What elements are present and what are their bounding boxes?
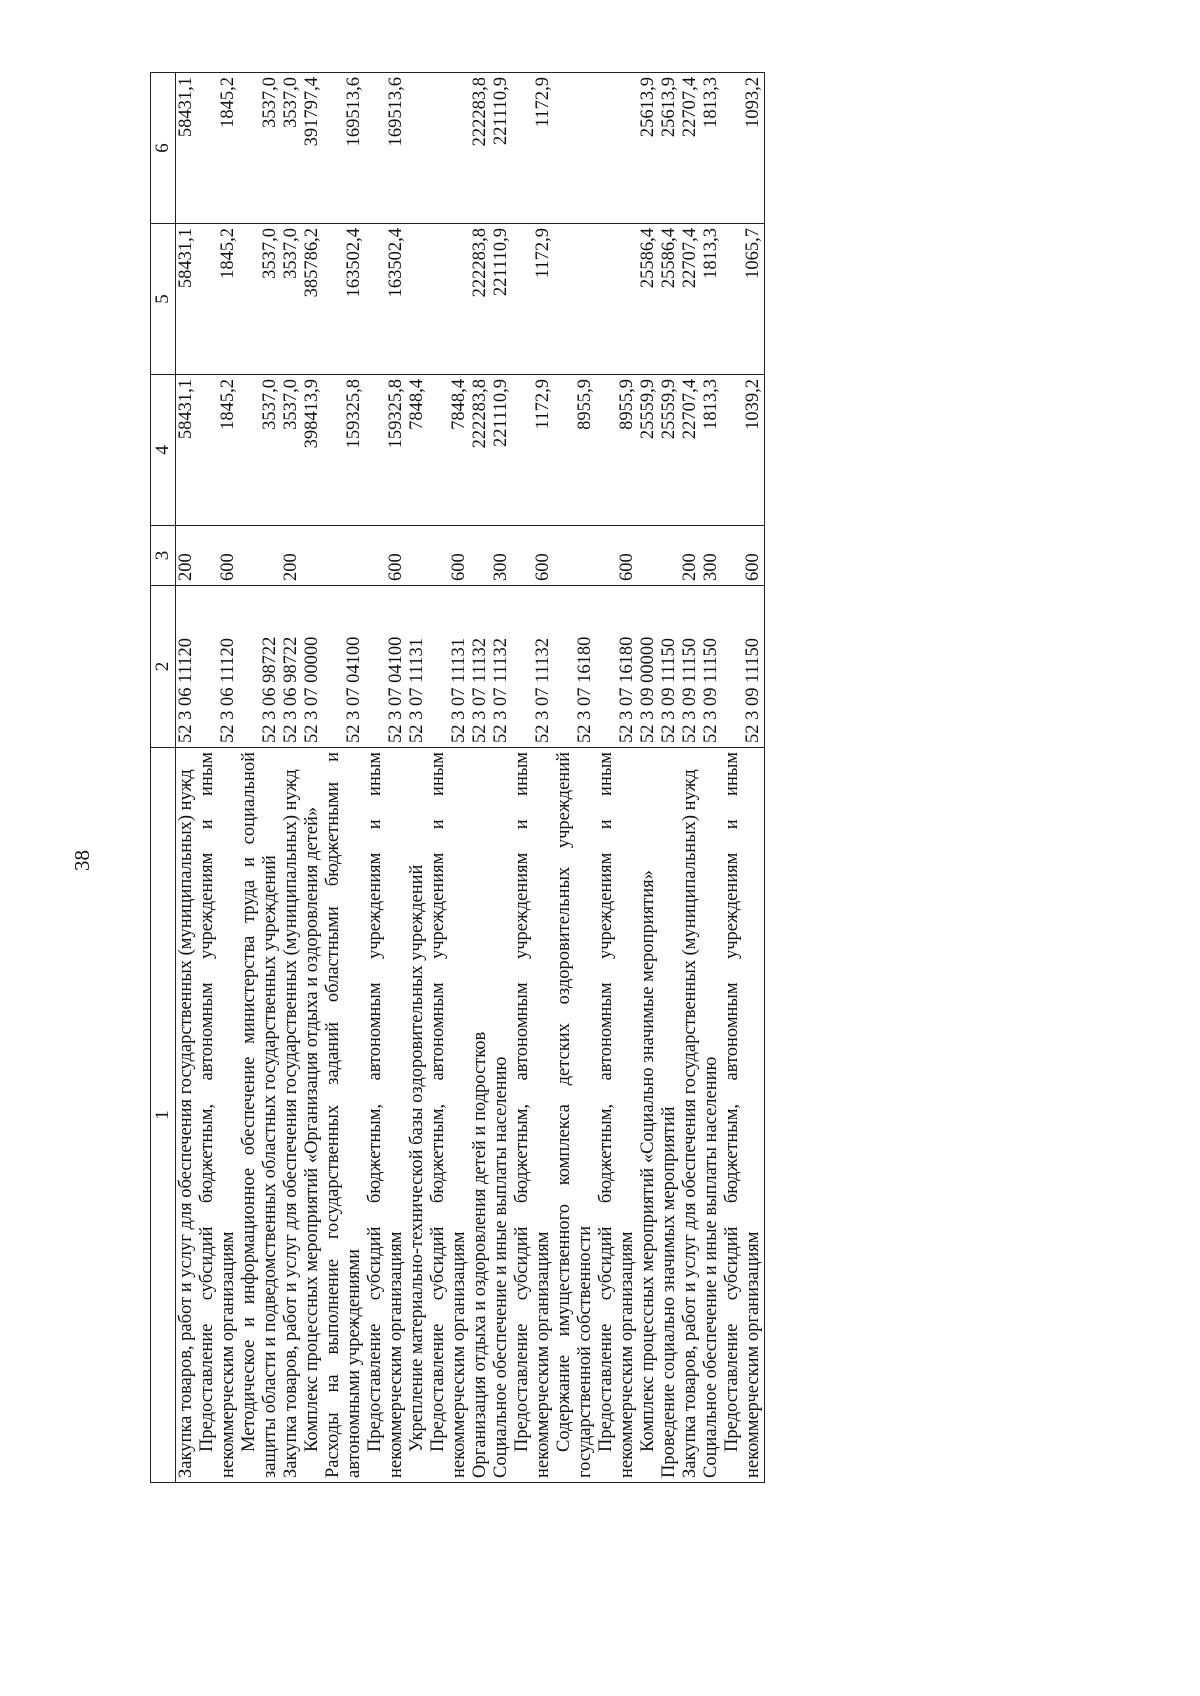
row-code-cell: 52 3 07 11132 bbox=[470, 586, 491, 748]
header-cell: 5 bbox=[151, 224, 176, 375]
row-code-cell: 52 3 09 11150 bbox=[701, 586, 722, 748]
row-value-2025-cell: 22707,4 bbox=[680, 224, 701, 375]
row-name-cell: Предоставление субсидий бюджетным, автономным учреждениям и иным некоммерческим организациям bbox=[512, 748, 554, 1483]
row-name-cell: Организация отдыха и оздоровления детей и подростков bbox=[470, 748, 491, 1483]
table-row bbox=[239, 73, 281, 1483]
table-row bbox=[596, 73, 638, 1483]
row-value-2024-cell: 25559,9 bbox=[638, 375, 659, 526]
table-row bbox=[365, 73, 407, 1483]
row-type-cell: 300 bbox=[701, 526, 722, 586]
row-type-cell: 600 bbox=[197, 526, 239, 586]
row-code-cell: 52 3 07 04100 bbox=[323, 586, 365, 748]
row-value-2024-cell: 3537,0 bbox=[239, 375, 281, 526]
row-value-2024-cell: 1813,3 bbox=[701, 375, 722, 526]
table-row bbox=[722, 73, 765, 1483]
row-code-cell: 52 3 07 11131 bbox=[407, 586, 428, 748]
row-type-cell bbox=[470, 526, 491, 586]
row-name-cell: Проведение социально значимых мероприятий bbox=[659, 748, 680, 1483]
row-value-2025-cell: 163502,4 bbox=[365, 224, 407, 375]
table-row bbox=[491, 73, 512, 1483]
rotated-page-content bbox=[150, 73, 1100, 1483]
row-value-2025-cell: 1172,9 bbox=[512, 224, 554, 375]
row-value-2026-cell: 1845,2 bbox=[197, 73, 239, 224]
row-value-2024-cell: 398413,9 bbox=[302, 375, 323, 526]
row-value-2026-cell: 1172,9 bbox=[512, 73, 554, 224]
row-value-2026-cell: 391797,4 bbox=[302, 73, 323, 224]
table-row bbox=[680, 73, 701, 1483]
table-row bbox=[701, 73, 722, 1483]
row-value-2025-cell: 1813,3 bbox=[701, 224, 722, 375]
row-name-cell: Предоставление субсидий бюджетным, автономным учреждениям и иным некоммерческим организациям bbox=[197, 748, 239, 1483]
row-name-cell: Предоставление субсидий бюджетным, автономным учреждениям и иным некоммерческим организациям bbox=[428, 748, 470, 1483]
row-code-cell: 52 3 06 11120 bbox=[176, 586, 198, 748]
row-value-2024-cell: 1039,2 bbox=[722, 375, 765, 526]
row-name-cell: Социальное обеспечение и иные выплаты населению bbox=[701, 748, 722, 1483]
table-row bbox=[407, 73, 428, 1483]
row-value-2026-cell: 169513,6 bbox=[365, 73, 407, 224]
row-type-cell: 600 bbox=[512, 526, 554, 586]
row-name-cell: Укрепление материально-технической базы оздоровительных учреждений bbox=[407, 748, 428, 1483]
row-value-2025-cell: 163502,4 bbox=[323, 224, 365, 375]
row-name-cell: Методическое и информационное обеспечение министерства труда и социальной защиты области и подведомственных областных государственных учреждений bbox=[239, 748, 281, 1483]
row-code-cell: 52 3 07 04100 bbox=[365, 586, 407, 748]
row-name-cell: Расходы на выполнение государственных заданий областными бюджетными и автономными учреждениями bbox=[323, 748, 365, 1483]
row-code-cell: 52 3 07 11132 bbox=[491, 586, 512, 748]
row-name-cell: Комплекс процессных мероприятий «Социально значимые мероприятия» bbox=[638, 748, 659, 1483]
row-value-2026-cell: 58431,1 bbox=[176, 73, 198, 224]
row-value-2025-cell: 3537,0 bbox=[239, 224, 281, 375]
row-value-2024-cell: 7848,4 bbox=[428, 375, 470, 526]
row-value-2026-cell: 25613,9 bbox=[638, 73, 659, 224]
row-type-cell bbox=[302, 526, 323, 586]
table-row bbox=[197, 73, 239, 1483]
table-row bbox=[659, 73, 680, 1483]
budget-table bbox=[150, 72, 765, 1483]
row-value-2024-cell: 159325,8 bbox=[323, 375, 365, 526]
row-value-2026-cell: 222283,8 bbox=[470, 73, 491, 224]
row-code-cell: 52 3 09 11150 bbox=[722, 586, 765, 748]
row-type-cell: 300 bbox=[491, 526, 512, 586]
table-row bbox=[323, 73, 365, 1483]
row-value-2024-cell: 1845,2 bbox=[197, 375, 239, 526]
row-name-cell: Предоставление субсидий бюджетным, автономным учреждениям и иным некоммерческим организациям bbox=[722, 748, 765, 1483]
row-name-cell: Содержание имущественного комплекса детских оздоровительных учреждений государственной собственности bbox=[554, 748, 596, 1483]
row-type-cell: 600 bbox=[596, 526, 638, 586]
table-row bbox=[281, 73, 302, 1483]
row-name-cell: Предоставление субсидий бюджетным, автономным учреждениям и иным некоммерческим организациям bbox=[365, 748, 407, 1483]
row-value-2025-cell: 385786,2 bbox=[302, 224, 323, 375]
row-code-cell: 52 3 07 00000 bbox=[302, 586, 323, 748]
row-value-2025-cell: 1845,2 bbox=[197, 224, 239, 375]
row-code-cell: 52 3 07 16180 bbox=[554, 586, 596, 748]
row-type-cell bbox=[659, 526, 680, 586]
row-type-cell bbox=[323, 526, 365, 586]
row-value-2025-cell bbox=[596, 224, 638, 375]
row-code-cell: 52 3 09 11150 bbox=[680, 586, 701, 748]
row-value-2024-cell: 1172,9 bbox=[512, 375, 554, 526]
row-value-2024-cell: 8955,9 bbox=[596, 375, 638, 526]
header-cell: 3 bbox=[151, 526, 176, 586]
row-code-cell: 52 3 09 00000 bbox=[638, 586, 659, 748]
row-type-cell bbox=[407, 526, 428, 586]
row-code-cell: 52 3 06 98722 bbox=[239, 586, 281, 748]
row-value-2026-cell bbox=[596, 73, 638, 224]
row-type-cell bbox=[554, 526, 596, 586]
row-value-2024-cell: 222283,8 bbox=[470, 375, 491, 526]
row-value-2024-cell: 25559,9 bbox=[659, 375, 680, 526]
row-value-2025-cell bbox=[407, 224, 428, 375]
row-name-cell: Предоставление субсидий бюджетным, автономным учреждениям и иным некоммерческим организациям bbox=[596, 748, 638, 1483]
row-type-cell: 600 bbox=[428, 526, 470, 586]
row-code-cell: 52 3 06 98722 bbox=[281, 586, 302, 748]
table-row bbox=[428, 73, 470, 1483]
row-value-2025-cell bbox=[428, 224, 470, 375]
row-value-2024-cell: 7848,4 bbox=[407, 375, 428, 526]
row-type-cell: 200 bbox=[680, 526, 701, 586]
page-number: 38 bbox=[70, 850, 94, 871]
row-type-cell: 200 bbox=[176, 526, 198, 586]
row-value-2026-cell: 3537,0 bbox=[239, 73, 281, 224]
row-code-cell: 52 3 07 11131 bbox=[428, 586, 470, 748]
row-type-cell bbox=[638, 526, 659, 586]
row-value-2025-cell: 221110,9 bbox=[491, 224, 512, 375]
table-row bbox=[512, 73, 554, 1483]
header-cell: 4 bbox=[151, 375, 176, 526]
row-value-2026-cell: 22707,4 bbox=[680, 73, 701, 224]
row-code-cell: 52 3 07 16180 bbox=[596, 586, 638, 748]
row-value-2025-cell: 1065,7 bbox=[722, 224, 765, 375]
row-type-cell: 600 bbox=[365, 526, 407, 586]
row-value-2026-cell: 3537,0 bbox=[281, 73, 302, 224]
table-row bbox=[638, 73, 659, 1483]
row-type-cell bbox=[239, 526, 281, 586]
row-value-2026-cell: 1093,2 bbox=[722, 73, 765, 224]
table-body bbox=[176, 73, 765, 1483]
row-value-2026-cell: 1813,3 bbox=[701, 73, 722, 224]
table-row bbox=[302, 73, 323, 1483]
table-row bbox=[470, 73, 491, 1483]
row-value-2026-cell bbox=[407, 73, 428, 224]
row-value-2024-cell: 8955,9 bbox=[554, 375, 596, 526]
row-value-2025-cell: 3537,0 bbox=[281, 224, 302, 375]
row-value-2024-cell: 58431,1 bbox=[176, 375, 198, 526]
row-value-2026-cell: 25613,9 bbox=[659, 73, 680, 224]
row-code-cell: 52 3 07 11132 bbox=[512, 586, 554, 748]
row-value-2026-cell bbox=[428, 73, 470, 224]
row-value-2024-cell: 3537,0 bbox=[281, 375, 302, 526]
table-row bbox=[176, 73, 198, 1483]
row-value-2026-cell: 221110,9 bbox=[491, 73, 512, 224]
row-value-2024-cell: 159325,8 bbox=[365, 375, 407, 526]
row-type-cell: 200 bbox=[281, 526, 302, 586]
row-value-2026-cell bbox=[554, 73, 596, 224]
header-cell: 2 bbox=[151, 586, 176, 748]
row-name-cell: Закупка товаров, работ и услуг для обеспечения государственных (муниципальных) нужд bbox=[176, 748, 198, 1483]
row-name-cell: Социальное обеспечение и иные выплаты населению bbox=[491, 748, 512, 1483]
row-value-2025-cell: 58431,1 bbox=[176, 224, 198, 375]
header-cell: 6 bbox=[151, 73, 176, 224]
row-value-2025-cell: 25586,4 bbox=[638, 224, 659, 375]
row-code-cell: 52 3 06 11120 bbox=[197, 586, 239, 748]
row-name-cell: Закупка товаров, работ и услуг для обеспечения государственных (муниципальных) нужд bbox=[680, 748, 701, 1483]
row-code-cell: 52 3 09 11150 bbox=[659, 586, 680, 748]
row-type-cell: 600 bbox=[722, 526, 765, 586]
row-value-2025-cell bbox=[554, 224, 596, 375]
row-name-cell: Закупка товаров, работ и услуг для обеспечения государственных (муниципальных) нужд bbox=[281, 748, 302, 1483]
row-value-2025-cell: 25586,4 bbox=[659, 224, 680, 375]
row-value-2026-cell: 169513,6 bbox=[323, 73, 365, 224]
table-row bbox=[554, 73, 596, 1483]
row-value-2024-cell: 22707,4 bbox=[680, 375, 701, 526]
header-row bbox=[151, 73, 176, 1483]
row-name-cell: Комплекс процессных мероприятий «Организация отдыха и оздоровления детей» bbox=[302, 748, 323, 1483]
row-value-2024-cell: 221110,9 bbox=[491, 375, 512, 526]
header-cell: 1 bbox=[151, 748, 176, 1483]
row-value-2025-cell: 222283,8 bbox=[470, 224, 491, 375]
